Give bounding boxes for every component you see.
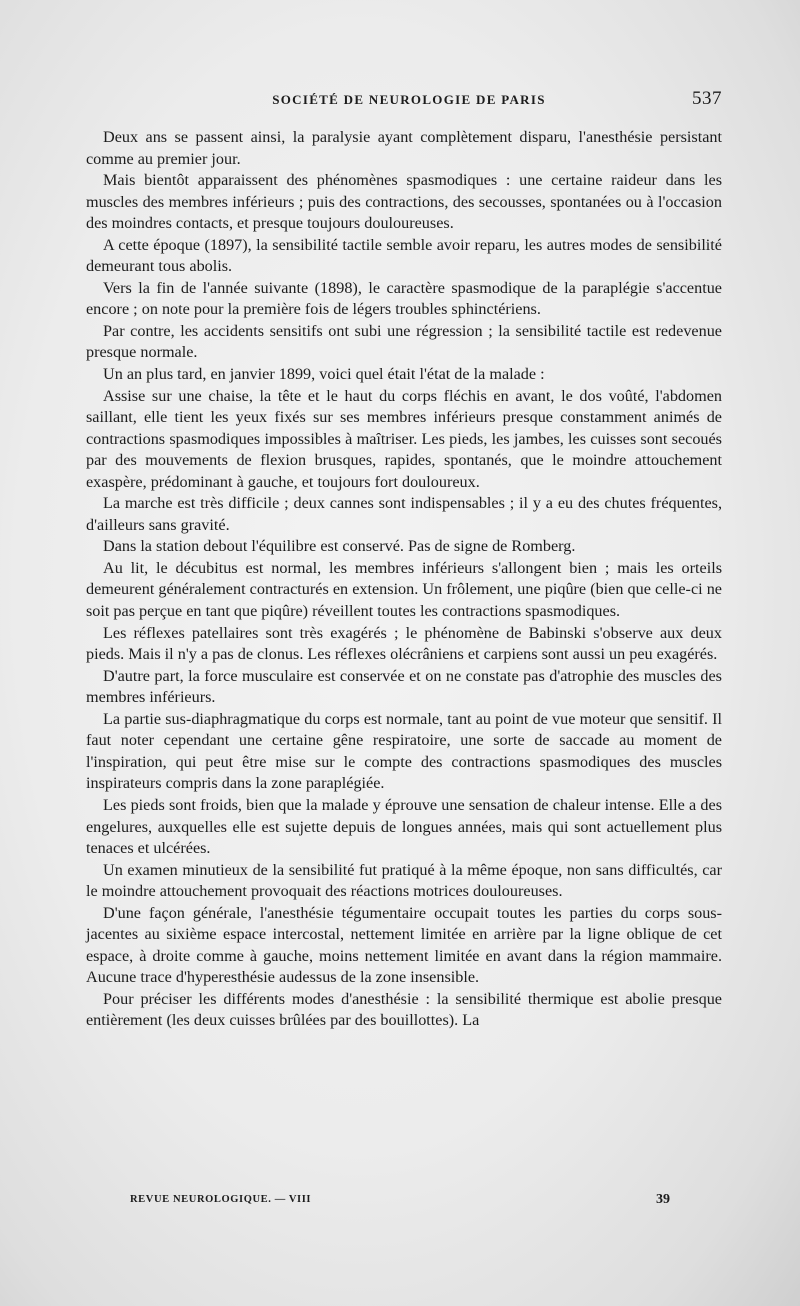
paragraph-2: Mais bientôt apparaissent des phénomènes spasmodiques : une certaine raideur dans les muscles des membres inférieurs ; puis des contractions, des secousses, spontanées ou à l'occasion des moindres contacts, et presque toujours douloureuses. (86, 171, 722, 233)
paragraph-17: Pour préciser les différents modes d'anesthésie : la sensibilité thermique est abolie presque entièrement (les deux cuisses brûlées par des bouillottes). La (86, 989, 722, 1030)
paragraph-3: A cette époque (1897), la sensibilité tactile semble avoir reparu, les autres modes de sensibilité demeurant tous abolis. (86, 235, 722, 276)
paragraph-6: Un an plus tard, en janvier 1899, voici quel était l'état de la malade : (103, 365, 545, 384)
running-title: SOCIÉTÉ DE NEUROLOGIE DE PARIS (272, 92, 546, 107)
article-body (86, 127, 722, 1032)
footer-signature-mark: 39 (656, 1192, 670, 1207)
page-footer (130, 1192, 670, 1212)
running-head (88, 88, 722, 114)
paragraph-15: Un examen minutieux de la sensibilité fut pratiqué à la même époque, non sans difficultés, car le moindre attouchement provoquait des réactions motrices douloureuses. (86, 860, 722, 901)
footer-journal-title: REVUE NEUROLOGIQUE. — VIII (130, 1194, 312, 1205)
paragraph-14: Les pieds sont froids, bien que la malade y éprouve une sensation de chaleur intense. Elle a des engelures, auxquelles elle est sujette depuis de longues années, mais qui sont actuellement plus tenaces et ulcérées. (86, 795, 722, 858)
paragraph-8: La marche est très difficile ; deux cannes sont indispensables ; il y a eu des chutes fréquentes, d'ailleurs sans gravité. (86, 494, 722, 534)
paragraph-11: Les réflexes patellaires sont très exagérés ; le phénomène de Babinski s'observe aux deux pieds. Mais il n'y a pas de clonus. Les réflexes olécrâniens et carpiens sont aussi un peu exagérés. (86, 623, 722, 664)
paragraph-5: Par contre, les accidents sensitifs ont subi une régression ; la sensibilité tactile est redevenue presque normale. (86, 321, 722, 362)
paragraph-7: Assise sur une chaise, la tête et le haut du corps fléchis en avant, le dos voûté, l'abdomen saillant, elle tient les yeux fixés sur ses membres inférieurs presque constamment animés de contractions spasmodiques impossibles à maîtriser. Les pieds, les jambes, les cuisses sont secoués par des mouvements de flexion brusques, rapides, spontanés, que le moindre attouchement exaspère, prédominant à gauche, et toujours fort douloureux. (86, 386, 722, 491)
paragraph-9: Dans la station debout l'équilibre est conservé. Pas de signe de Romberg. (103, 537, 576, 556)
paragraph-12: D'autre part, la force musculaire est conservée et on ne constate pas d'atrophie des muscles des membres inférieurs. (86, 666, 722, 707)
paragraph-4: Vers la fin de l'année suivante (1898), le caractère spasmodique de la paraplégie s'accentue encore ; on note pour la première fois de légers troubles sphinctériens. (86, 278, 722, 319)
paragraph-16: D'une façon générale, l'anesthésie tégumentaire occupait toutes les parties du corps sous-jacentes au sixième espace intercostal, nettement limitée en arrière par la ligne oblique de cet espace, à droite comme à gauche, moins nettement limitée en avant dans la région mammaire. Aucune trace d'hyperesthésie audessus de la zone insensible. (86, 903, 722, 987)
paragraph-1: Deux ans se passent ainsi, la paralysie ayant complètement disparu, l'anesthésie persistant comme au premier jour. (86, 128, 722, 168)
paragraph-10: Au lit, le décubitus est normal, les membres inférieurs s'allongent bien ; mais les orteils demeurent généralement contracturés en extension. Un frôlement, une piqûre (bien que celle-ci ne soit pas perçue en tant que piqûre) réveillent toutes les contractions spasmodiques. (86, 558, 722, 621)
page-number: 537 (692, 88, 722, 109)
paragraph-13: La partie sus-diaphragmatique du corps est normale, tant au point de vue moteur que sensitif. Il faut noter cependant une certaine gêne respiratoire, une sorte de saccade au moment de l'inspiration, qui peut être mise sur le compte des contractions spasmodiques des muscles inspirateurs compris dans la zone paraplégiée. (86, 709, 722, 793)
